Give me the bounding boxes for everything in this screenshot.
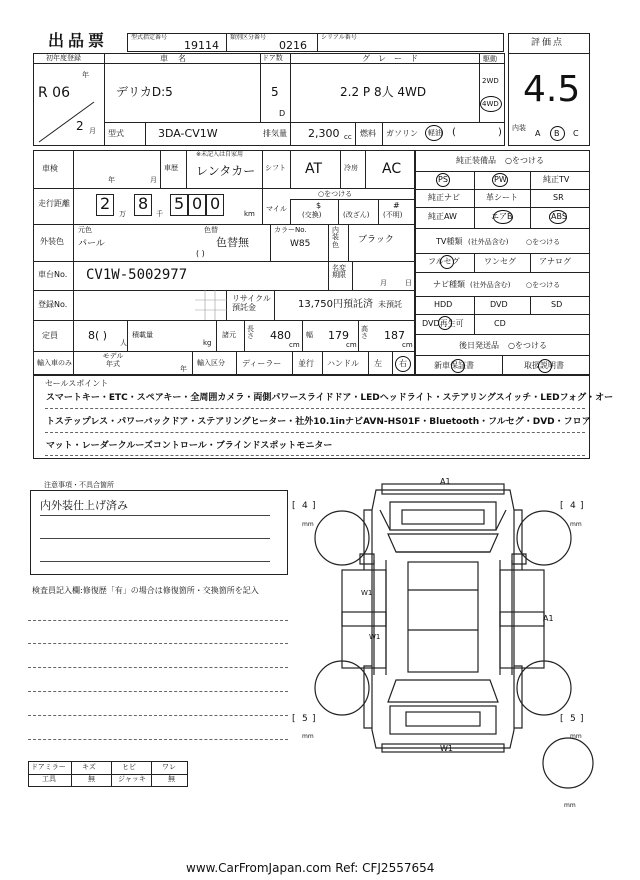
category-cell — [226, 33, 318, 52]
acc-header-crack: ヒビ — [122, 763, 136, 771]
tire-rr-bracket-close: ] — [580, 714, 584, 724]
mileage-digit-5: 0 — [210, 194, 221, 213]
equip-abs-circle — [549, 210, 567, 224]
tire-rr-unit: mm — [570, 733, 582, 740]
interior-b: B — [554, 129, 560, 138]
acc-jack-label: ジャッキ — [118, 775, 146, 783]
color-repaint-value: 色替無 — [216, 236, 249, 249]
shaken-month-unit: 月 — [150, 176, 157, 184]
tire-fl-unit: mm — [302, 521, 314, 528]
interior-grade-label: 内装 — [512, 124, 526, 132]
meter-note: ○をつける — [318, 190, 353, 198]
reg-grid — [195, 290, 227, 320]
height-value: 187 — [384, 329, 405, 342]
recycle-unpaid: 未預託 — [378, 300, 402, 309]
displacement-label: 排気量 — [263, 129, 287, 138]
diagram-label-left-rear-door: W1 — [369, 633, 381, 641]
mileage-digit-3: 5 — [174, 194, 185, 213]
equip-tv: 純正TV — [543, 175, 570, 184]
navi-hdd: HDD — [434, 300, 453, 309]
equip-abs: ABS — [551, 212, 567, 221]
name-change-day: 日 — [405, 279, 412, 287]
equip-aw: 純正AW — [428, 212, 457, 221]
equip-navi: 純正ナビ — [428, 193, 460, 202]
navi-label: ナビ種類 — [433, 280, 465, 289]
shift-value: AT — [305, 161, 323, 177]
tire-fl-bracket-close: ] — [312, 501, 316, 511]
grade-score-value: 4.5 — [523, 69, 581, 110]
tire-fl-bracket-open: [ — [292, 501, 296, 511]
tire-fr-value: 4 — [570, 501, 576, 511]
inspector-note-label: 検査員記入欄:修復歴「有」の場合は修復箇所・交換箇所を記入 — [32, 586, 259, 595]
model-value: 3DA-CV1W — [158, 127, 218, 140]
std-equipment-label: 純正装備品 — [456, 156, 496, 165]
tire-rl-value: 5 — [302, 714, 308, 724]
width-unit: cm — [346, 341, 357, 349]
notes-line-1: 内外装仕上げ済み — [40, 499, 128, 512]
interior-color-value: ブラック — [358, 235, 394, 245]
meter-hash: # — [393, 201, 400, 210]
dim-label: 諸元 — [222, 331, 236, 339]
fuel-circle — [425, 125, 443, 141]
history-value: レンタカー — [196, 164, 256, 178]
equip-sr: SR — [553, 193, 564, 202]
meter-exchange: (交換) — [302, 211, 322, 219]
navi-cd: CD — [494, 319, 506, 328]
recycle-value: 13,750円預託済 — [298, 299, 373, 310]
diagram-label-front-bumper: A1 — [440, 477, 451, 486]
drive-label: 駆動 — [483, 55, 497, 63]
type-cert-label: 型式指定番号 — [131, 34, 168, 41]
tire-rl-unit: mm — [302, 733, 314, 740]
navi-note: (社外品含む) — [470, 281, 511, 289]
meter-dollar: $ — [316, 201, 322, 210]
recycle-label: リサイクル預託金 — [232, 294, 271, 313]
interior-c: C — [573, 129, 579, 138]
fuel-label: 燃料 — [360, 129, 376, 138]
displacement-unit: cc — [344, 133, 352, 141]
meter-tamper: (改ざん) — [343, 211, 370, 219]
capacity-value: 8( ) — [88, 329, 108, 342]
sales-points-label: セールスポイント — [45, 379, 109, 388]
history-label: 車歴 — [164, 164, 178, 172]
equip-pw-circle — [492, 173, 508, 187]
chassis-label: 車台No. — [38, 270, 68, 279]
tire-fr-bracket-open: [ — [560, 501, 564, 511]
acc-tool-value: 無 — [88, 775, 95, 783]
docs-manual-circle — [538, 359, 552, 373]
shaken-year-unit: 年 — [108, 176, 115, 184]
equip-airbag: エアB — [491, 212, 513, 221]
equip-pw: PW — [494, 175, 507, 184]
docs-manual: 取扱説明書 — [524, 361, 564, 370]
model-label: 型式 — [108, 129, 124, 138]
diagram-label-right-side: A1 — [543, 614, 554, 623]
grade-label: グレード — [362, 54, 426, 63]
history-note: ※未記入は自家用 — [196, 151, 244, 158]
fuel-paren-open: ( — [452, 127, 456, 138]
load-unit: kg — [203, 339, 212, 347]
tv-label: TV種類 — [436, 237, 463, 246]
width-label: 幅 — [306, 331, 313, 339]
equip-airbag-circle — [493, 210, 513, 224]
tire-rl-bracket-open: [ — [292, 714, 296, 724]
navi-dvd-play: DVD再生可 — [422, 319, 464, 328]
acc-header-break: ワレ — [162, 763, 176, 771]
import-category-label: 輸入区分 — [197, 359, 225, 367]
width-value: 179 — [328, 329, 349, 342]
doors-value: 5 — [271, 85, 279, 99]
category-label: 類別区分番号 — [230, 34, 267, 41]
color-no-value: W85 — [290, 239, 311, 249]
car-name-label: 車名 — [160, 54, 196, 63]
first-reg-slash — [36, 100, 98, 144]
grade-value: 2.2 P 8人 4WD — [340, 85, 427, 99]
acc-tool-label: 工具 — [42, 775, 56, 783]
serial-cell — [317, 33, 504, 52]
height-unit: cm — [402, 341, 413, 349]
docs-label: 後日発送品 — [459, 341, 499, 350]
acc-header-mirror: ドアミラー — [31, 763, 66, 771]
drive-4wd-circle — [480, 96, 502, 112]
tv-fullseg: フルセグ — [428, 257, 460, 266]
navi-dvd-play-circle — [438, 316, 452, 330]
diagram-label-rear-bumper: W1 — [440, 744, 453, 753]
tire-fl-value: 4 — [302, 501, 308, 511]
sales-points-line-1: スマートキー・ETC・スペアキー・全周囲カメラ・両側パワースライドドア・LEDヘッドライト・ステアリングスイッチ・LEDフォグ・オー — [46, 393, 614, 403]
tv-fullseg-circle — [440, 255, 454, 269]
interior-b-circle — [550, 126, 565, 141]
diagram-label-left-front-door: W1 — [361, 589, 373, 597]
navi-dvd: DVD — [490, 300, 508, 309]
load-label: 積載量 — [132, 331, 153, 339]
tire-spare-unit: mm — [564, 802, 576, 809]
equip-ps-circle — [436, 173, 450, 187]
ac-value: AC — [382, 161, 402, 177]
color-paren: ( ) — [196, 249, 205, 258]
mileage-digit-4: 0 — [192, 194, 203, 213]
shift-label: シフト — [265, 164, 286, 172]
tv-note: (社外品含む) — [468, 238, 509, 246]
type-cert-value: 19114 — [184, 39, 219, 52]
mileage-digit-2: 8 — [138, 194, 149, 213]
meter-label: マイル — [266, 205, 287, 213]
mileage-unit-man: 万 — [119, 210, 126, 218]
original-color-label: 元色 — [78, 226, 92, 234]
sheet-title: 出品票 — [48, 31, 109, 50]
meter-unknown: (不明) — [383, 211, 403, 219]
month-unit: 月 — [89, 127, 96, 135]
capacity-unit: 人 — [120, 339, 127, 347]
type-cert-cell — [127, 33, 227, 52]
interior-color-label: 内装色 — [332, 226, 339, 249]
navi-hint: ○をつける — [526, 281, 561, 289]
handle-right: 右 — [399, 359, 407, 368]
fuel-paren-close: ) — [498, 127, 502, 138]
import-dealer: ディーラー — [242, 359, 282, 368]
name-change-month: 月 — [380, 279, 387, 287]
color-sub-label: 色替 — [204, 226, 218, 234]
drive-2wd: 2WD — [482, 77, 499, 85]
length-unit: cm — [289, 341, 300, 349]
first-reg-label: 初年度登録 — [46, 54, 81, 62]
car-name-value: デリカD:5 — [116, 85, 173, 99]
drive-4wd: 4WD — [482, 100, 499, 108]
tire-rl-bracket-close: ] — [312, 714, 316, 724]
import-parallel: 並行 — [298, 359, 314, 368]
docs-warranty-circle — [451, 359, 465, 373]
color-no-label: カラーNo. — [274, 226, 307, 234]
mileage-digit-1: 2 — [100, 194, 111, 213]
std-equipment-note: ○をつける — [505, 156, 544, 165]
navi-sd: SD — [551, 300, 563, 309]
tire-rr-value: 5 — [570, 714, 576, 724]
grade-score-label: 評価点 — [531, 38, 565, 48]
first-reg-month: 2 — [76, 119, 84, 133]
handle-label: ハンドル — [327, 359, 359, 368]
doors-suffix: D — [279, 109, 286, 118]
fuel-diesel: 軽油 — [428, 129, 442, 137]
mileage-unit-km: km — [244, 210, 255, 218]
tire-rr-bracket-open: [ — [560, 714, 564, 724]
docs-warranty: 新車保証書 — [434, 361, 474, 370]
sales-points-line-2: トステップレス・パワーバックドア・ステアリングヒーター・社外10.1inナビAVN-HS01F・Bluetooth・フルセグ・DVD・フロア — [46, 417, 591, 427]
sales-points-line-3: マット・レーダークルーズコントロール・ブラインドスポットモニター — [46, 441, 333, 451]
equip-leather: 革シート — [486, 193, 518, 202]
handle-left: 左 — [374, 359, 382, 368]
serial-label: シリアル番号 — [321, 34, 357, 41]
model-year-label: モデル年式 — [102, 352, 124, 368]
ac-label: 冷房 — [344, 164, 358, 172]
chassis-value: CV1W-5002977 — [86, 267, 188, 283]
shaken-label: 車検 — [42, 164, 58, 173]
reg-no-label: 登録No. — [38, 300, 68, 309]
height-label: 高さ — [361, 325, 368, 341]
capacity-label: 定員 — [42, 331, 58, 340]
length-label: 長さ — [247, 325, 254, 341]
tire-fr-bracket-close: ] — [580, 501, 584, 511]
handle-right-circle — [395, 356, 411, 372]
name-change-label: 名変期限 — [332, 264, 346, 280]
acc-header-scratch: キズ — [82, 763, 96, 771]
fuel-gasoline: ガソリン — [386, 129, 418, 138]
car-damage-diagram — [290, 470, 600, 815]
doors-label: ドア数 — [262, 54, 283, 62]
import-label: 輸入車のみ — [37, 359, 72, 367]
category-value: 0216 — [279, 39, 307, 52]
color-label: 外装色 — [40, 237, 64, 246]
docs-note: ○をつける — [508, 341, 547, 350]
acc-jack-value: 無 — [168, 775, 175, 783]
tv-oneseg: ワンセグ — [484, 257, 516, 266]
notes-label: 注意事項・不具合箇所 — [44, 481, 114, 489]
mileage-label: 走行距離 — [38, 199, 70, 208]
tv-analog: アナログ — [539, 257, 571, 266]
displacement-value: 2,300 — [308, 127, 340, 140]
tv-hint: ○をつける — [526, 238, 561, 246]
year-unit: 年 — [82, 71, 89, 79]
first-reg-year: R 06 — [38, 85, 70, 101]
interior-a: A — [535, 129, 541, 138]
equip-ps: PS — [438, 175, 448, 184]
length-value: 480 — [270, 329, 291, 342]
tire-fr-unit: mm — [570, 521, 582, 528]
original-color-value: パール — [78, 239, 105, 249]
model-year-unit: 年 — [180, 365, 187, 373]
mileage-unit-sen: 千 — [156, 210, 163, 218]
footer-watermark: www.CarFromJapan.com Ref: CFJ2557654 — [186, 861, 435, 875]
